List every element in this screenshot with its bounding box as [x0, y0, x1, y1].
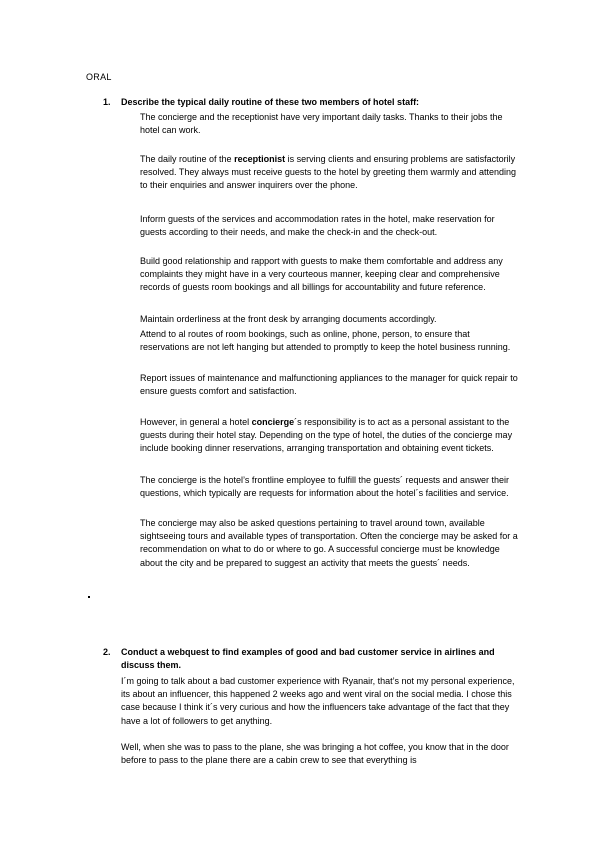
q1-concierge-paragraph: [140, 416, 520, 456]
q1-intro-paragraph: The concierge and the receptionist have very important daily tasks. Thanks to their jobs the hotel can work.: [140, 112, 503, 136]
question-2-title: Conduct a webquest to find examples of good and bad customer service in airlines and discuss them.: [121, 647, 495, 671]
concierge-keyword: concierge: [251, 417, 295, 427]
q1-maintain-paragraph: Maintain orderliness at the front desk by arranging documents accordingly.: [140, 314, 437, 324]
concierge-lead: However, in general a hotel: [140, 417, 252, 427]
question-1-title: Describe the typical daily routine of these two members of hotel staff:: [121, 97, 420, 107]
receptionist-keyword: receptionist: [234, 154, 286, 164]
q1-receptionist-paragraph: [140, 153, 520, 193]
q1-build-paragraph: Build good relationship and rapport with guests to make them comfortable and address any complaints they might have in a very courteous manner, keeping clear and comprehensive records of guests room bookings and all billings for accountability and future reference.: [140, 256, 503, 293]
receptionist-lead: The daily routine of the: [140, 154, 235, 164]
q1-inform-paragraph: Inform guests of the services and accommodation rates in the hotel, make reservation for guests according to their needs, and make the check-in and the check-out.: [140, 214, 495, 238]
question-1-number: 1.: [103, 97, 111, 107]
section-label: ORAL: [86, 72, 112, 82]
q1-attend-paragraph: Attend to al routes of room bookings, such as online, phone, person, to ensure that reservations are not left hanging but attended to promptly to keep the hotel business running.: [140, 329, 511, 353]
q2-paragraph-2: Well, when she was to pass to the plane, she was bringing a hot coffee, you know that in the door before to pass to the plane there are a cabin crew to see that everything is: [121, 742, 509, 766]
receptionist-rest: is serving clients and ensuring problems are satisfactorily resolved. They always must receive guests to the hotel by greeting them warmly and attending to their enquiries and answer inquirers over the phone.: [140, 154, 517, 191]
q2-paragraph-1: I´m going to talk about a bad customer experience with Ryanair, that’s not my personal experience, its about an influencer, this happened 2 weeks ago and went viral on the social media. I chose this case because I think it´s very curious and how the influencers take advantage of the fact that they have a lot of followers to get anything.: [121, 676, 515, 726]
q1-report-paragraph: Report issues of maintenance and malfunctioning appliances to the manager for quick repair to ensure guests comfort and satisfaction.: [140, 373, 518, 397]
concierge-rest: ´s responsibility is to act as a personal assistant to the guests during their hotel stay. Depending on the type of hotel, the duties of the concierge may include booking dinner reservations, arranging transportation and obtaining event tickets.: [140, 417, 513, 454]
q1-travel-paragraph: The concierge may also be asked questions pertaining to travel around town, available sightseeing tours and available types of transportation. Often the concierge may be asked for a recommendation on what to do or where to go. A successful concierge must be knowledge about the city and be prepared to suggest an activity that meets the guests´ needs.: [140, 518, 518, 568]
question-2-number: 2.: [103, 647, 111, 657]
stray-dot: [88, 596, 90, 598]
q1-frontline-paragraph: The concierge is the hotel’s frontline employee to fulfill the guests´ requests and answer their questions, which typically are requests for information about the hotel´s facilities and service.: [140, 475, 510, 499]
